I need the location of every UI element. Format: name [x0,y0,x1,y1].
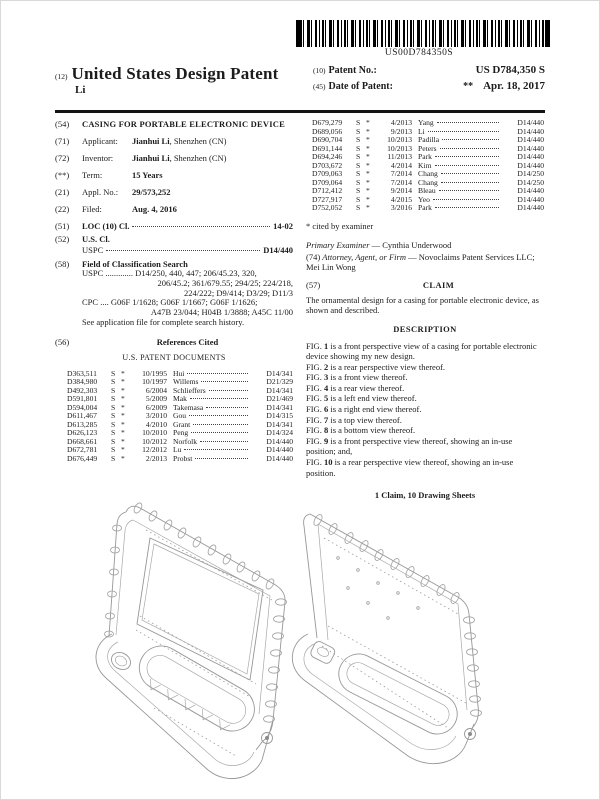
ref-inventor-name: Grant [173,419,191,429]
dot-leader [435,207,499,208]
ref-date: 12/2012 [142,445,167,455]
cited-by-examiner-note: * cited by examiner [306,220,374,231]
fig-text: is a top view thereof. [330,414,402,425]
ref-classification: D14/440 [517,194,544,204]
ref-inventor-name: Hui [173,368,185,378]
ref-inventor-name: Lu [173,445,182,455]
ref-inventor-name: Park [418,152,432,161]
ref-inventor-name: Takemasa [173,402,204,412]
fig-text: is a left end view thereof. [330,393,417,404]
ref-date: 6/2004 [145,385,167,395]
dot-leader [201,381,248,382]
ref-kind-code: S [356,203,361,212]
applicant-name: Jianhui Li [132,136,170,146]
term-value: 15 Years [132,170,163,180]
ref-kind-code: S [356,186,361,195]
ref-patent-number: D689,056 [312,126,343,136]
ref-inventor-name: Park [418,203,432,212]
ref-inventor-name: Kim [418,160,432,170]
legal-block [306,240,544,272]
ref-kind-code: S [111,436,116,446]
dot-leader [200,441,248,442]
patent-number-value: US D784,350 S [475,64,545,76]
figure-description-line [306,415,544,426]
ref-inventor-name: Chang [418,177,438,187]
ref-date: 10/2013 [387,135,412,144]
fig-text: is a rear perspective view thereof, showing an in-use position. [306,457,514,478]
inventor-name: Jianhui Li [132,153,170,163]
ref-classification: D14/315 [266,411,293,421]
dot-leader [435,156,499,157]
field-72-inventor [55,153,293,163]
ref-examiner-star: * [121,419,125,429]
ref-patent-number: D594,004 [67,402,98,412]
uspc-search-line: 224/222; D9/414; D3/29; D11/3 [183,287,293,298]
header-right [313,64,545,96]
fig-text: is a bottom view thereof. [330,425,416,436]
ref-inventor-name: Yeo [418,194,430,204]
ref-examiner-star: * [121,428,125,438]
ref-classification: D14/341 [266,368,293,378]
fig-text: is a front perspective view of a casing for portable electronic device showing my new design. [306,340,537,362]
ref-kind-code: S [111,453,116,463]
ref-patent-number: D691,144 [312,143,343,153]
field-number: (71) [55,136,70,146]
ref-examiner-star: * [121,394,125,404]
dot-leader [435,165,499,166]
ref-kind-code: S [356,194,361,204]
dot-leader [189,415,248,416]
appl-no-label: Appl. No.: [82,187,119,197]
dot-leader [433,199,499,200]
figure-description-line [306,393,544,404]
ref-classification: D14/440 [517,203,544,212]
primary-examiner-line [306,240,544,250]
ref-patent-number: D727,917 [312,194,343,204]
reference-row [312,119,544,128]
fig-text: is a right end view thereof. [330,404,422,415]
fig-word: FIG. [306,393,322,404]
document-title: United States Design Patent [71,64,279,83]
field-number: (54) [55,119,70,129]
figure-description-line [306,436,544,457]
ref-patent-number: D709,063 [312,169,343,178]
ref-examiner-star: * [366,169,370,178]
ref-date: 4/2015 [390,194,412,204]
ref-kind-code: S [111,419,116,429]
fig-text: is a rear view thereof. [330,382,405,393]
references-cited-heading [55,337,293,347]
ref-inventor-name: Peng [173,428,189,438]
field-22-filed [55,204,293,214]
ref-classification: D14/440 [266,445,293,455]
ref-inventor-name: Mak [173,394,187,404]
dot-leader [439,190,499,191]
barcode-block [296,20,542,58]
ref-classification: D14/440 [517,143,544,153]
ref-patent-number: D709,064 [312,177,343,187]
ref-examiner-star: * [121,368,125,378]
inventor-label: Inventor: [82,153,114,163]
patent-number-field-code: (10) [313,66,326,75]
attorney-label: Attorney, Agent, or Firm [322,251,406,262]
ref-examiner-star: * [121,453,125,463]
ref-examiner-star: * [121,402,125,412]
ref-kind-code: S [356,177,361,187]
ref-examiner-star: * [366,177,370,187]
term-label: Term: [82,170,103,180]
ref-kind-code: S [111,394,116,404]
rear-perspective-drawing [288,498,530,798]
fig-word: FIG. [306,457,322,468]
ref-patent-number: D752,052 [312,203,343,212]
applicant-label: Applicant: [82,136,118,146]
left-column [55,119,293,500]
right-column [306,119,544,500]
field-number: (56) [55,336,70,347]
field-number: (22) [55,204,70,214]
appl-no-value: 29/573,252 [132,187,171,197]
ref-classification: D14/250 [517,169,544,178]
uspc-search-line: 206/45.2; 361/679.55; 294/25; 224/218, [157,277,293,288]
ref-classification: D14/341 [266,385,293,395]
attorney-firm: — Novoclaims Patent Services LLC; Mei Lin Wong [306,251,535,272]
ref-date: 3/2010 [145,411,167,421]
dot-leader [440,148,499,149]
figure-description-line [306,383,544,394]
dot-leader [441,182,499,183]
ref-examiner-star: * [366,118,370,127]
ref-classification: D14/440 [517,186,544,195]
dot-leader [441,173,499,174]
dot-leader [442,139,499,140]
ref-date: 4/2014 [390,160,412,170]
document-header [55,64,545,96]
ref-examiner-star: * [366,143,370,153]
references-title: References Cited [156,336,219,347]
ref-classification: D14/440 [517,126,544,136]
ref-inventor-name: Yang [418,118,434,127]
header-left [55,64,310,96]
ref-kind-code: S [111,445,116,455]
ref-date: 6/2009 [145,402,167,412]
ref-patent-number: D668,661 [67,436,98,446]
ref-classification: D14/440 [517,135,544,144]
ref-inventor-name: Peters [418,143,437,153]
ref-kind-code: S [111,385,116,395]
date-label: Date of Patent: [328,81,393,92]
ref-examiner-star: * [366,126,370,136]
dot-leader [132,226,270,227]
ref-inventor-name: Willems [173,377,199,387]
fig-word: FIG. [306,361,322,372]
dot-leader [437,122,499,123]
attorney-line [306,252,544,272]
barcode-text: US00D784350S [384,48,454,58]
field-number: (58) [55,259,70,269]
ref-kind-code: S [356,135,361,144]
ref-classification: D14/440 [517,152,544,161]
patent-number-row [313,64,545,76]
figure-description-line [306,372,544,383]
ref-kind-code: S [356,143,361,153]
ref-date: 11/2013 [387,152,412,161]
ref-kind-code: S [356,169,361,178]
ref-date: 10/2012 [142,436,167,446]
ref-inventor-name: Norfolk [173,436,198,446]
fig-word: FIG. [306,414,322,425]
fig-number: 10 [323,457,333,468]
fig-word: FIG. [306,404,322,415]
ref-patent-number: D626,123 [67,428,98,438]
term-stars: ** [463,81,474,92]
patent-number-label: Patent No.: [328,65,377,76]
ref-kind-code: S [356,126,361,136]
dot-leader [206,407,248,408]
ref-date: 7/2014 [390,177,412,187]
figure-description-line [306,362,544,373]
cpc-search-line: A47B 23/044; H04B 1/3888; A45C 11/00 [150,307,293,318]
ref-examiner-star: * [366,186,370,195]
ref-date: 3/2016 [390,203,412,212]
ref-kind-code: S [111,368,116,378]
ref-inventor-name: Li [418,126,425,136]
claim-heading [306,280,544,290]
ref-inventor-name: Schlieffers [173,385,206,395]
fig-number: 8 [323,425,329,436]
ref-inventor-name: Gou [173,411,187,421]
ref-date: 10/2010 [142,428,167,438]
ref-date: 9/2013 [390,126,412,136]
claims-sheets-summary: 1 Claim, 10 Drawing Sheets [374,490,476,501]
dot-leader [184,449,248,450]
patent-date-row [313,80,545,92]
claim-text: The ornamental design for a casing for portable electronic device, as shown and described. [306,294,539,315]
dot-leader [106,250,260,251]
ref-examiner-star: * [366,135,370,144]
applicant-location: , Shenzhen (CN) [169,136,227,146]
ref-date: 9/2014 [390,186,412,195]
dot-leader [428,131,499,132]
ref-date: 4/2013 [390,118,412,127]
ref-patent-number: D679,279 [312,118,343,127]
filed-date: Aug. 4, 2016 [132,204,177,214]
field-54-title [55,119,293,129]
fig-word: FIG. [306,425,322,436]
us-patent-documents-subtitle: U.S. PATENT DOCUMENTS [122,352,226,362]
dot-leader [195,458,248,459]
ref-date: 10/1995 [142,368,167,378]
ref-patent-number: D676,449 [67,453,98,463]
fig-number: 4 [323,382,329,393]
inventor-location: , Shenzhen (CN) [169,153,227,163]
date-value: Apr. 18, 2017 [483,80,545,92]
fig-number: 1 [323,340,329,351]
ref-patent-number: D712,412 [312,186,343,195]
field-term [55,170,293,180]
description-title: DESCRIPTION [393,323,457,334]
field-51-loc-class [55,221,293,231]
ref-examiner-star: * [366,194,370,204]
ref-date: 5/2009 [145,394,167,404]
figure-description-line [306,341,544,362]
ref-patent-number: D611,467 [67,411,97,421]
field-21-appl-no [55,187,293,197]
fig-number: 7 [323,414,329,425]
fig-number: 6 [323,404,329,415]
fig-number: 3 [323,372,329,383]
fig-number: 5 [323,393,329,404]
ref-kind-code: S [356,118,361,127]
dot-leader [190,398,248,399]
ref-inventor-name: Chang [418,169,438,178]
ref-classification: D21/329 [266,377,293,387]
ref-patent-number: D384,980 [67,377,98,387]
fig-word: FIG. [306,435,322,446]
ref-classification: D14/341 [266,402,293,412]
ref-kind-code: S [356,152,361,161]
ref-date: 10/1997 [142,377,167,387]
kind-code-number: (12) [55,72,68,81]
ref-patent-number: D613,285 [67,419,98,429]
ref-date: 4/2010 [145,419,167,429]
fig-text: is a front view thereof. [330,372,408,383]
ref-inventor-name: Padilla [418,135,440,144]
figure-description-line [306,404,544,415]
rear-perspective-figure [288,498,530,798]
fig-text: is a rear perspective view thereof. [330,361,446,372]
ref-date: 7/2014 [390,169,412,178]
search-history-note: See application file for complete search history. [82,316,245,327]
ref-kind-code: S [111,428,116,438]
header-rule [55,110,545,113]
field-number: (51) [55,221,70,231]
figure-description-line [306,457,544,478]
barcode [296,20,550,47]
invention-title: CASING FOR PORTABLE ELECTRONIC DEVICE [82,119,285,129]
bibliographic-columns [55,119,545,500]
ref-classification: D14/440 [517,160,544,170]
ref-kind-code: S [111,411,116,421]
field-number: (72) [55,153,70,163]
ref-examiner-star: * [121,436,125,446]
references-table-left [55,370,293,464]
field-number: (52) [55,234,70,244]
primary-examiner-name: — Cynthia Underwood [371,239,452,250]
fig-word: FIG. [306,382,322,393]
dot-leader [193,424,248,425]
primary-examiner-label: Primary Examiner [306,239,370,250]
ref-date: 2/2013 [145,453,167,463]
field-number: (74) [306,251,321,262]
field-71-applicant [55,136,293,146]
dot-leader [209,390,248,391]
reference-row [67,455,293,464]
front-perspective-figure [66,498,298,798]
ref-classification: D21/469 [266,394,293,404]
field-58-search [55,259,293,328]
uspc-value: D14/440 [263,245,293,255]
ref-inventor-name: Probst [173,453,193,463]
us-class-label: U.S. Cl. [82,234,110,244]
field-52-us-class [55,234,293,255]
ref-patent-number: D694,246 [312,152,343,161]
ref-classification: D14/440 [517,118,544,127]
ref-examiner-star: * [121,411,125,421]
field-number: (57) [306,279,321,290]
ref-patent-number: D363,511 [67,368,97,378]
ref-examiner-star: * [366,203,370,212]
field-number: (21) [55,187,70,197]
fig-word: FIG. [306,340,322,351]
loc-class-value: 14-02 [273,221,293,231]
figure-descriptions [306,341,544,479]
inventor-surname: Li [75,84,86,96]
ref-patent-number: D672,781 [67,445,98,455]
cpc-search-line: CPC .... G06F 1/1628; G06F 1/1667; G06F 1/1626; [82,297,258,308]
fig-number: 2 [323,361,329,372]
ref-examiner-star: * [121,445,125,455]
claim-title: CLAIM [422,279,455,290]
uspc-label: USPC [82,245,104,255]
ref-examiner-star: * [121,385,125,395]
ref-kind-code: S [111,402,116,412]
loc-class-label: LOC (10) Cl. [82,221,130,231]
fig-number: 9 [323,435,329,446]
ref-examiner-star: * [366,160,370,170]
dot-leader [191,432,248,433]
search-field-label: Field of Classification Search [82,259,188,269]
ref-patent-number: D591,801 [67,394,98,404]
reference-row [312,204,544,213]
ref-classification: D14/440 [266,453,293,463]
fig-word: FIG. [306,372,322,383]
dot-leader [187,373,248,374]
references-table-right [306,119,544,213]
ref-classification: D14/324 [266,428,293,438]
ref-patent-number: D703,672 [312,160,343,170]
date-field-code: (45) [313,82,326,91]
ref-kind-code: S [356,160,361,170]
uspc-search-line: USPC ............. D14/250, 440, 447; 206/45.23, 320, [82,268,257,278]
ref-patent-number: D492,303 [67,385,98,395]
ref-examiner-star: * [121,377,125,387]
filed-label: Filed: [82,204,102,214]
ref-date: 10/2013 [387,143,412,153]
ref-inventor-name: Bleau [418,186,436,195]
ref-kind-code: S [111,377,116,387]
ref-examiner-star: * [366,152,370,161]
ref-classification: D14/341 [266,419,293,429]
figure-description-line [306,425,544,436]
date-value-wrap [409,80,546,92]
ref-classification: D14/440 [266,436,293,446]
ref-classification: D14/250 [517,177,544,187]
field-number: (**) [55,170,70,180]
ref-patent-number: D690,704 [312,135,343,144]
front-perspective-drawing [66,498,298,798]
fig-text: is a front perspective view thereof, showing an in-use position; and, [306,435,513,457]
